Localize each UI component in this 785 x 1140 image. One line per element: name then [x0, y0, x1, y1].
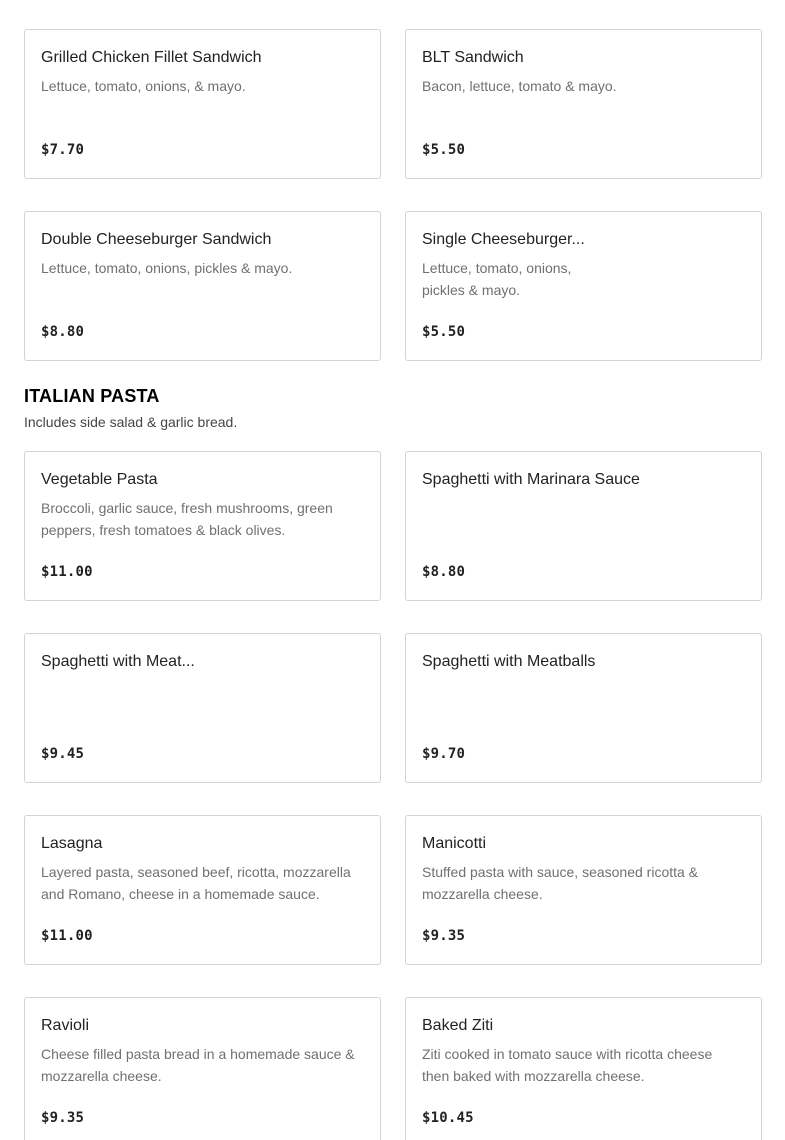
menu-item-price: $5.50	[422, 324, 466, 340]
menu-item-card[interactable]	[24, 451, 381, 601]
menu-item-name: Double Cheeseburger Sandwich	[41, 231, 272, 248]
menu-item-card[interactable]	[405, 815, 762, 965]
menu-item-price: $7.70	[41, 142, 85, 158]
menu-item-name: Spaghetti with Meat...	[41, 653, 195, 670]
menu-item-description: Broccoli, garlic sauce, fresh mushrooms, green peppers, fresh tomatoes & black olives.	[41, 500, 333, 538]
menu-item-name: Ravioli	[41, 1017, 90, 1034]
menu-item-price: $10.45	[422, 1110, 474, 1126]
menu-item-description: Layered pasta, seasoned beef, ricotta, mozzarella and Romano, cheese in a homemade sauce.	[41, 864, 351, 902]
menu-item-description: Lettuce, tomato, onions, pickles & mayo.	[41, 260, 293, 276]
section-title: ITALIAN PASTA	[24, 386, 160, 406]
menu-item-card[interactable]	[24, 633, 381, 783]
menu-item-description: Cheese filled pasta bread in a homemade sauce & mozzarella cheese.	[41, 1046, 355, 1084]
menu-item-name: Vegetable Pasta	[41, 471, 158, 488]
menu-item-description: Bacon, lettuce, tomato & mayo.	[422, 78, 617, 94]
menu-item-price: $11.00	[41, 928, 93, 944]
section-subtitle: Includes side salad & garlic bread.	[24, 414, 238, 430]
menu-item-card[interactable]	[24, 997, 381, 1140]
menu-item-card[interactable]	[24, 211, 381, 361]
menu-item-price: $5.50	[422, 142, 466, 158]
menu-item-card[interactable]	[24, 29, 381, 179]
menu-item-description: Stuffed pasta with sauce, seasoned ricotta & mozzarella cheese.	[422, 864, 699, 902]
menu-item-card[interactable]	[405, 29, 762, 179]
menu-item-name: Baked Ziti	[422, 1017, 494, 1034]
menu-item-price: $9.35	[422, 928, 466, 944]
menu-item-name: Spaghetti with Marinara Sauce	[422, 471, 640, 488]
menu-item-card[interactable]	[405, 211, 762, 361]
menu-item-card[interactable]	[24, 815, 381, 965]
menu-item-price: $8.80	[41, 324, 85, 340]
menu-item-name: BLT Sandwich	[422, 49, 524, 66]
menu-item-card[interactable]	[405, 997, 762, 1140]
menu-item-description: Lettuce, tomato, onions, & mayo.	[41, 78, 246, 94]
menu-item-name: Single Cheeseburger...	[422, 231, 585, 248]
menu-item-card[interactable]	[405, 451, 762, 601]
menu-item-price: $11.00	[41, 564, 93, 580]
menu-item-price: $9.70	[422, 746, 466, 762]
menu-item-description: Ziti cooked in tomato sauce with ricotta cheese then baked with mozzarella cheese.	[422, 1046, 713, 1084]
menu-item-price: $9.35	[41, 1110, 85, 1126]
menu-item-name: Grilled Chicken Fillet Sandwich	[41, 49, 262, 66]
menu-item-price: $8.80	[422, 564, 466, 580]
menu-item-name: Lasagna	[41, 835, 103, 852]
menu-item-description: Lettuce, tomato, onions, pickles & mayo.	[422, 260, 572, 298]
menu-item-card[interactable]	[405, 633, 762, 783]
menu-item-price: $9.45	[41, 746, 85, 762]
menu-item-name: Spaghetti with Meatballs	[422, 653, 596, 670]
menu-item-name: Manicotti	[422, 835, 487, 852]
